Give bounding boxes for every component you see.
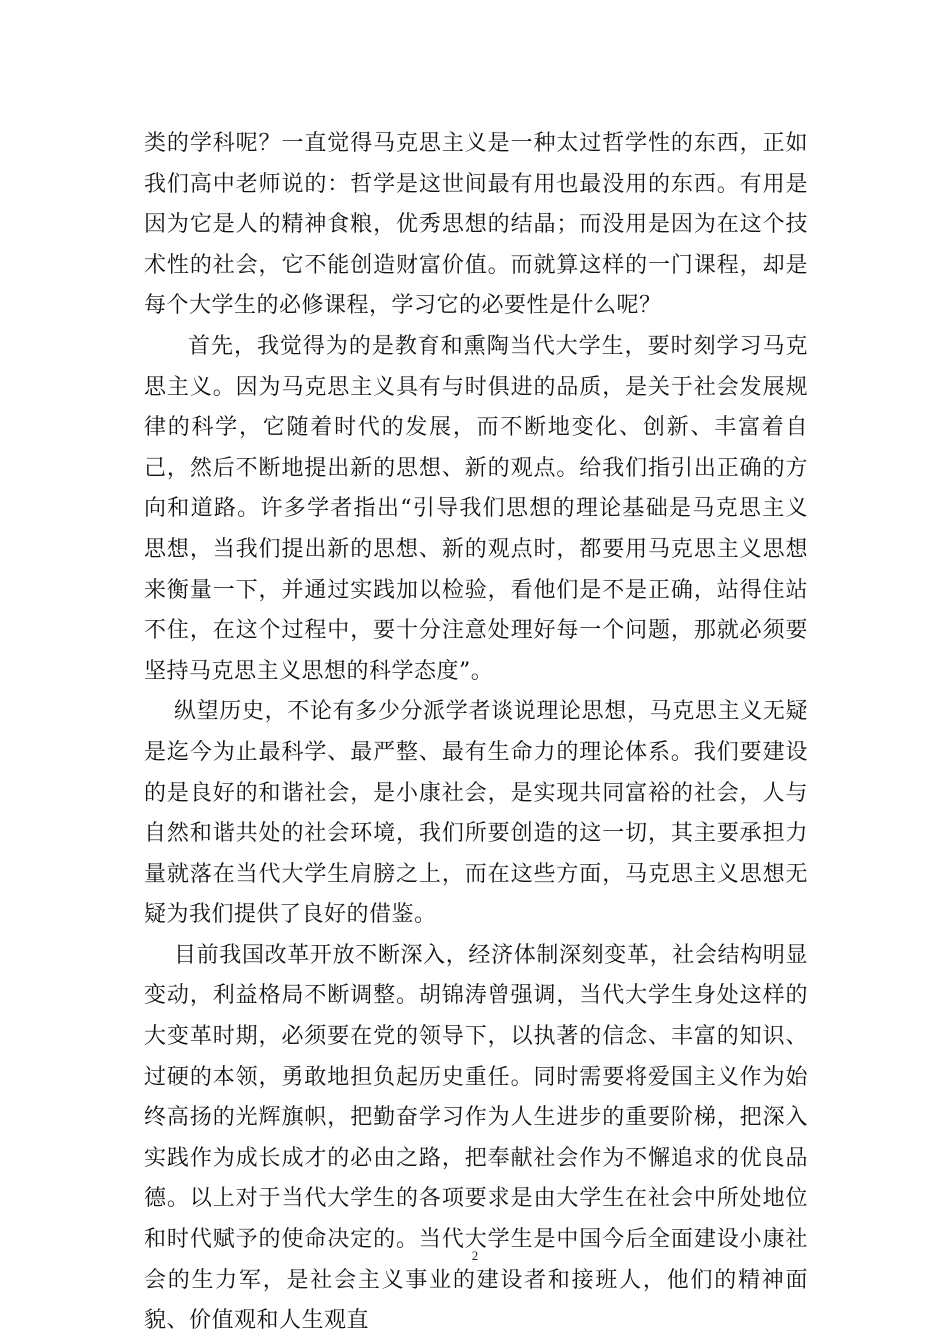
paragraph-history: 纵望历史，不论有多少分派学者谈说理论思想，马克思主义无疑是迄今为止最科学、最严整、最有生命力的理论体系。我们要建设的是良好的和谐社会，是小康社会，是实现共同富裕的社会，人与自然和谐共处的社会环境，我们所要创造的这一切，其主要承担力量就落在当代大学生肩膀之上，而在这些方面，马克思主义思想无疑为我们提供了良好的借鉴。 (144, 699, 808, 928)
paragraph-continuation: 类的学科呢？一直觉得马克思主义是一种太过哲学性的东西，正如我们高中老师说的：哲学是这世间最有用也最没用的东西。有用是因为它是人的精神食粮，优秀思想的结晶；而没用是因为在这个技术性的社会，它不能创造财富价值。而就算这样的一门课程，却是每个大学生的必修课程，学习它的必要性是什么呢？ (144, 131, 808, 319)
body-text (144, 124, 808, 1342)
page-number: 2 (471, 1248, 479, 1263)
paragraph-reform: 目前我国改革开放不断深入，经济体制深刻变革，社会结构明显变动，利益格局不断调整。胡锦涛曾强调，当代大学生身处这样的大变革时期，必须要在党的领导下，以执著的信念、丰富的知识、过硬的本领，勇敢地担负起历史重任。同时需要将爱国主义作为始终高扬的光辉旗帜，把勤奋学习作为人生进步的重要阶梯，把深入实践作为成长成才的必由之路，把奉献社会作为不懈追求的优良品德。以上对于当代大学生的各项要求是由大学生在社会中所处地位和时代赋予的使命决定的。当代大学生是中国今后全面建设小康社会的生力军，是社会主义事业的建设者和接班人，他们的精神面貌、价值观和人生观直 (144, 942, 808, 1334)
paragraph-first-point: 首先，我觉得为的是教育和熏陶当代大学生，要时刻学习马克思主义。因为马克思主义具有与时俱进的品质，是关于社会发展规律的科学，它随着时代的发展，而不断地变化、创新、丰富着自己，然后不断地提出新的思想、新的观点。给我们指引出正确的方向和道路。许多学者指出“引导我们思想的理论基础是马克思主义思想，当我们提出新的思想、新的观点时，都要用马克思主义思想来衡量一下，并通过实践加以检验，看他们是不是正确，站得住站不住，在这个过程中，要十分注意处理好每一个问题，那就必须要坚持马克思主义思想的科学态度”。 (144, 333, 808, 684)
